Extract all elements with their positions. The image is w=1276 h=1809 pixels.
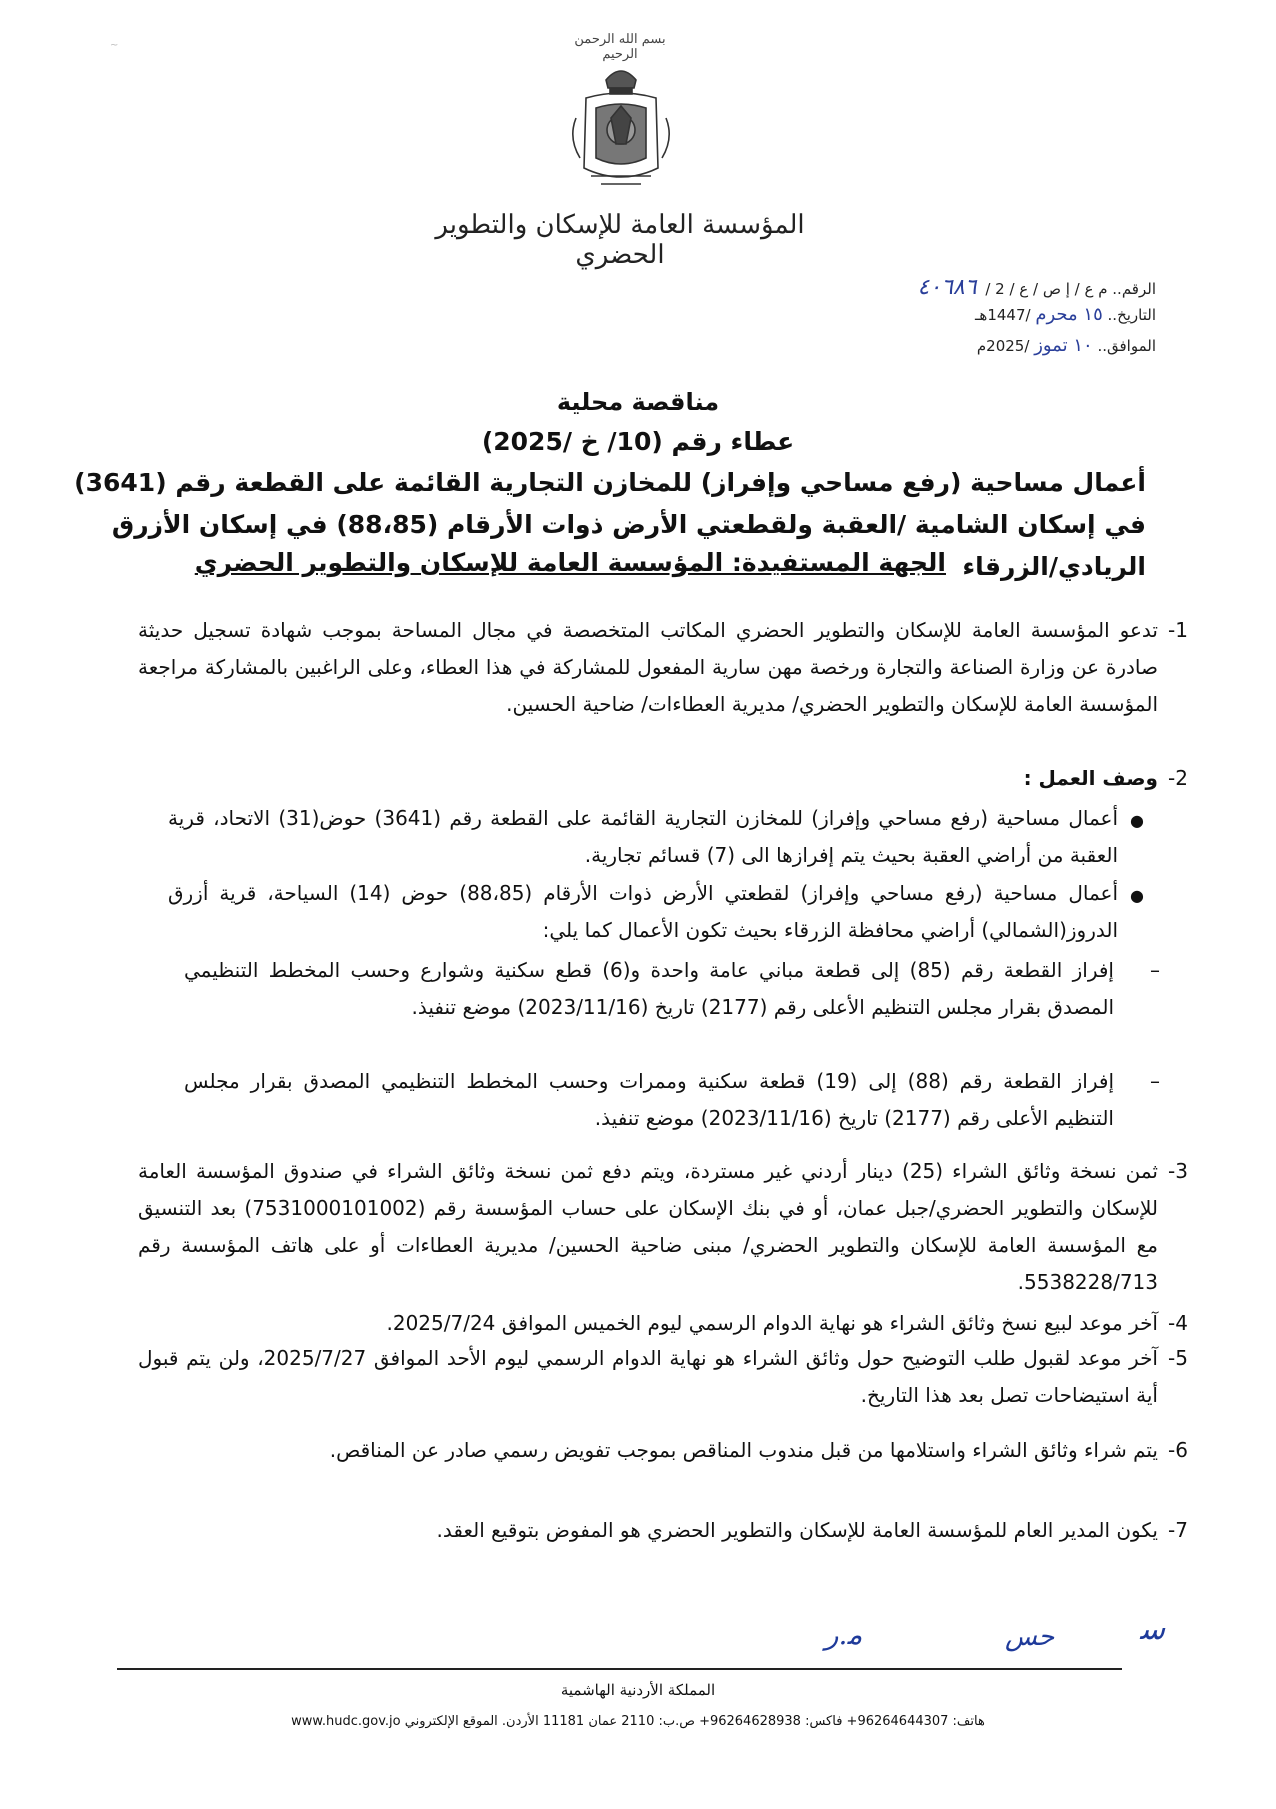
reference-date: التاريخ.. ١٥ محرم /1447هـ bbox=[975, 304, 1156, 325]
tender-type-heading: مناقصة محلية bbox=[556, 388, 720, 416]
reference-corresponding: الموافق.. ١٠ تموز /2025م bbox=[976, 335, 1156, 356]
dash-text: إفراز القطعة رقم (85) إلى قطعة مباني عامة واحدة و(6) قطع سكنية وشوارع وحسب المخطط التنظيمي المصدق بقرار مجلس التنظيم الأعلى رقم (2177) تاريخ (2023/11/16) موضع تنفيذ. bbox=[184, 958, 1114, 1019]
contact-details: هاتف: 96264644307+ فاكس: 96264628938+ ص.ب: 2110 عمان 11181 الأردن. الموقع الإلكتروني bbox=[404, 1714, 985, 1729]
coat-of-arms-logo bbox=[566, 58, 676, 198]
list-item-2 bbox=[138, 760, 1188, 797]
reference-corresp-label: الموافق bbox=[1106, 337, 1156, 355]
reference-date-handwritten: ١٥ محرم bbox=[1035, 304, 1103, 325]
bullet-icon: ● bbox=[1130, 886, 1144, 905]
item-text: آخر موعد لبيع نسخ وثائق الشراء هو نهاية الدوام الرسمي ليوم الخميس الموافق 2025/7/24. bbox=[386, 1311, 1158, 1335]
item-number: -6 bbox=[1168, 1438, 1188, 1462]
dash-icon: – bbox=[1150, 1069, 1160, 1093]
item-text: تدعو المؤسسة العامة للإسكان والتطوير الحضري المكاتب المتخصصة في مجال المساحة بموجب شهادة تسجيل حديثة صادرة عن وزارة الصناعة والتجارة ورخصة مهن سارية المفعول للمشاركة في هذا العطاء، وعلى الراغبين بالمشاركة مراجعة المؤسسة العامة للإسكان والتطوير الحضري/ مديرية العطاءات/ ضاحية الحسين. bbox=[138, 618, 1158, 716]
work-title-heading: أعمال مساحية (رفع مساحي وإفراز) للمخازن التجارية القائمة على القطعة رقم (3641) في إسكان الشامية /العقبة ولقطعتي الأرض ذوات الأرقام (88،85) في إسكان الأزرق الريادي/الزرقاء bbox=[74, 468, 1146, 581]
scan-mark: ~ bbox=[110, 40, 119, 51]
bullet-text: أعمال مساحية (رفع مساحي وإفراز) لقطعتي الأرض ذوات الأرقام (88،85) حوض (14) السياحة، قرية أزرق الدروز(الشمالي) أراضي محافظة الزرقاء بحيث تكون الأعمال كما يلي: bbox=[168, 881, 1118, 942]
footer-divider bbox=[117, 1668, 1122, 1670]
item-number: -7 bbox=[1168, 1518, 1188, 1542]
basmala: بسم الله الرحمن الرحيم bbox=[574, 32, 666, 62]
reference-number-value: م ع / إ ص / ع / 2 / bbox=[985, 280, 1108, 298]
contact-info bbox=[0, 1714, 1276, 1729]
dash-item-1 bbox=[184, 952, 1160, 1026]
reference-number-handwritten: ٤٠٦٨٦ bbox=[917, 275, 977, 300]
item-text: آخر موعد لقبول طلب التوضيح حول وثائق الشراء هو نهاية الدوام الرسمي ليوم الأحد الموافق 2025/7/27، ولن يتم قبول أية استيضاحات تصل بعد هذا التاريخ. bbox=[138, 1346, 1158, 1407]
item-text: ثمن نسخة وثائق الشراء (25) دينار أردني غير مستردة، ويتم دفع ثمن نسخة وثائق الشراء في صندوق المؤسسة العامة للإسكان والتطوير الحضري/جبل عمان، أو في بنك الإسكان على حساب المؤسسة رقم (7531000101002) بعد التنسيق مع المؤسسة العامة للإسكان والتطوير الحضري/ مبنى ضاحية الحسين/ مديرية العطاءات أو على هاتف المؤسسة رقم 5538228/713. bbox=[138, 1159, 1158, 1294]
signature-2: ﺣﺲ bbox=[1005, 1622, 1055, 1652]
reference-date-hijri: /1447هـ bbox=[975, 306, 1031, 324]
bullet-item-2 bbox=[168, 875, 1144, 949]
reference-number: الرقم.. م ع / إ ص / ع / 2 / ٤٠٦٨٦ bbox=[917, 275, 1156, 300]
bullet-item-1 bbox=[168, 800, 1144, 874]
reference-number-label: الرقم bbox=[1121, 280, 1156, 298]
bullet-text: أعمال مساحية (رفع مساحي وإفراز) للمخازن التجارية القائمة على القطعة رقم (3641) حوض(31) الاتحاد، قرية العقبة من أراضي العقبة بحيث يتم إفرازها الى (7) قسائم تجارية. bbox=[168, 806, 1119, 867]
website-link[interactable]: www.hudc.gov.jo bbox=[291, 1714, 401, 1729]
item-number: -5 bbox=[1168, 1346, 1188, 1370]
item-number: -2 bbox=[1168, 766, 1188, 790]
item-number: -4 bbox=[1168, 1311, 1188, 1335]
work-description-heading: وصف العمل : bbox=[1023, 766, 1158, 790]
item-number: -3 bbox=[1168, 1159, 1188, 1183]
item-text: يتم شراء وثائق الشراء واستلامها من قبل مندوب المناقص بموجب تفويض رسمي صادر عن المناقص. bbox=[329, 1438, 1158, 1462]
item-text: يكون المدير العام للمؤسسة العامة للإسكان والتطوير الحضري هو المفوض بتوقيع العقد. bbox=[436, 1518, 1158, 1542]
beneficiary-heading: الجهة المستفيدة: المؤسسة العامة للإسكان والتطوير الحضري bbox=[194, 548, 946, 577]
signature-3: ﺳ bbox=[1140, 1612, 1166, 1647]
kingdom-name: المملكة الأردنية الهاشمية bbox=[560, 1681, 716, 1699]
list-item-5 bbox=[138, 1340, 1188, 1414]
list-item-7 bbox=[138, 1512, 1188, 1549]
dash-item-2 bbox=[184, 1063, 1160, 1137]
item-number: -1 bbox=[1168, 618, 1188, 642]
signature-1: ﻣ.ﺭ bbox=[825, 1618, 863, 1651]
list-item-6 bbox=[138, 1432, 1188, 1469]
dash-icon: – bbox=[1150, 958, 1160, 982]
dash-text: إفراز القطعة رقم (88) إلى (19) قطعة سكنية وممرات وحسب المخطط التنظيمي المصدق بقرار مجلس التنظيم الأعلى رقم (2177) تاريخ (2023/11/16) موضع تنفيذ. bbox=[184, 1069, 1115, 1130]
organization-name: المؤسسة العامة للإسكان والتطوير الحضري bbox=[435, 210, 805, 270]
bullet-icon: ● bbox=[1130, 811, 1144, 830]
list-item-1 bbox=[138, 612, 1188, 723]
tender-number-heading: عطاء رقم (10/ خ /2025) bbox=[481, 427, 795, 456]
reference-corresp-handwritten: ١٠ تموز bbox=[1034, 335, 1093, 356]
list-item-4 bbox=[138, 1305, 1188, 1342]
reference-corresp-greg: /2025م bbox=[976, 337, 1030, 355]
reference-date-label: التاريخ bbox=[1117, 306, 1156, 324]
list-item-3 bbox=[138, 1153, 1188, 1301]
